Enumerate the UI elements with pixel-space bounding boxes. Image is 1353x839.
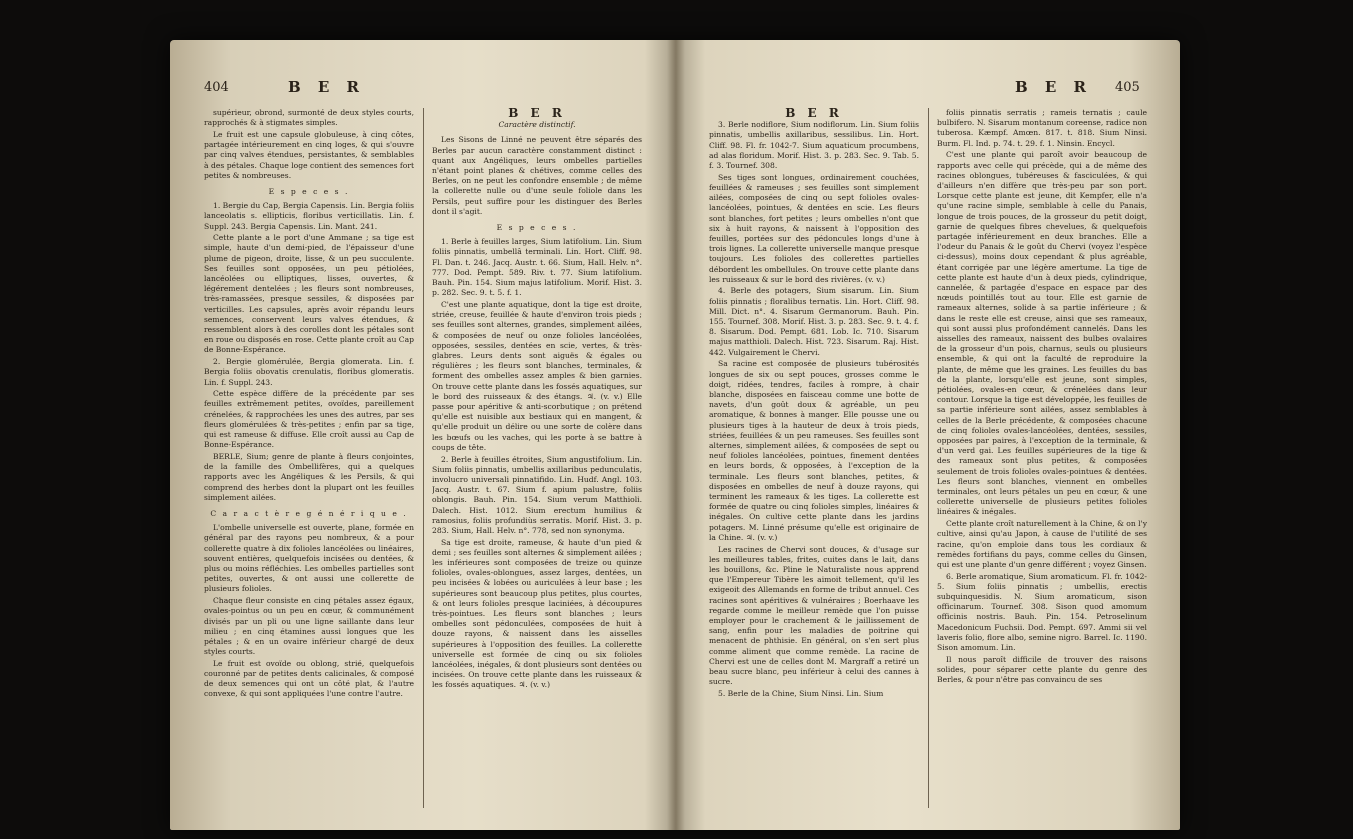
paragraph: Cette plante croît naturellement à la Chine, & on l'y cultive, ainsi qu'au Japon, à cause de l'utilité de ses racine, qu'on emploie dans tous les cordiaux & remèdes fortifians du pays, comme celles du Ginsen, qui est une plante d'un genre différent ; voyez Ginsen.	[937, 519, 1147, 569]
paragraph: Le fruit est une capsule globuleuse, à cinq côtes, partagée intérieurement en cinq loges, & qui s'ouvre par cinq valves étendues, persistantes, & semblables à des pétales. Chaque loge contient des semences fort petites & nombreuses.	[204, 129, 414, 180]
section-heading: E s p e c e s .	[268, 186, 350, 196]
left-column-2	[432, 108, 642, 820]
column-rule	[928, 108, 929, 808]
paragraph: 1. Berle à feuilles larges, Sium latifolium. Lin. Sium foliis pinnatis, umbellâ terminali. Lin. Hort. Cliff. 98. Fl. Dan. t. 246. Jacq. Austr. t. 66. Sium, Hall. Helv. n°. 777. Dod. Pempt. 589. Riv. t. 77. Sium latifolium. Bauh. Pin. 154. Sium majus latifolium. Morif. Hist. 3. p. 282. Sec. 9. t. 5. f. 1.	[432, 237, 642, 298]
section-heading: C a r a c t è r e g é n é r i q u e .	[210, 509, 408, 519]
paragraph: 2. Bergie glomérulée, Bergia glomerata. Lin. f. Bergia foliis obovatis crenulatis, floribus glomeratis. Lin. f. Suppl. 243.	[204, 357, 414, 387]
paragraph: Chaque fleur consiste en cinq pétales assez égaux, ovales-pointus ou un peu en cœur, & communément divisés par un pli ou une ligne saillante dans leur milieu ; en cinq étamines aussi longues que les pétales ; & en un ovaire inférieur chargé de deux styles courts.	[204, 596, 414, 657]
left-page	[170, 40, 675, 830]
right-page-header	[675, 80, 1180, 100]
paragraph: 3. Berle nodiflore, Sium nodiflorum. Lin. Sium foliis pinnatis, umbellis axillaribus, sessilibus. Lin. Hort. Cliff. 98. Fl. fr. 1042-7. Sium aquaticum procumbens, ad alas floridum. Morif. Hist. 3. p. 283. Sec. 9. Tab. 5. f. 3. Tournef. 308.	[709, 120, 919, 171]
right-column-1	[709, 108, 919, 820]
left-page-number: 404	[204, 80, 229, 95]
paragraph: Cette espèce diffère de la précédente par ses feuilles extrêmement petites, ovoïdes, pareillement crénelées, & rapprochées les unes des autres, par ses fleurs glomérulées & très-petites ; enfin par sa tige, qui est rameuse & diffuse. Elle croît aussi au Cap de Bonne-Espérance.	[204, 389, 414, 450]
paragraph: Les racines de Chervi sont douces, & d'usage sur les meilleures tables, frites, cuites dans le lait, dans les bouillons, &c. Pline le Naturaliste nous apprend que l'Empereur Tibère les aimoit tellement, qu'il les exigeoit des Allemands en forme de tribut annuel. Ces racines sont apéritives & vulnéraires ; Boerhaave les regarde comme le meilleur remède que l'on puisse employer pour le crachement & le jaillissement de sang, enfin pour les maladies de poitrine qui menacent de phthisie. En général, on s'en sert plus comme aliment que comme remède. La racine de Chervi est une de celles dont M. Margraff a retiré un beau sucre blanc, peu inférieur à celui des cannes à sucre.	[709, 544, 919, 687]
paragraph: Il nous paroît difficile de trouver des raisons solides, pour séparer cette plante du genre des Berles, & pour n'être pas convaincu de ses	[937, 654, 1147, 685]
column-title: B E R	[785, 108, 843, 120]
paragraph: Les Sisons de Linné ne peuvent être séparés des Berles par aucun caractère constamment distinct : quant aux Angéliques, leurs ombelles partielles n'étant point planes & chétives, comme celles des Berles, on ne peut les confondre ensemble ; de même la collerette nulle ou d'une seule foliole dans les Persils, peut suffire pour les distinguer des Berles dont il s'agit.	[432, 135, 642, 216]
left-column-1	[204, 108, 414, 820]
paragraph: 2. Berle à feuilles étroites, Sium angustifolium. Lin. Sium foliis pinnatis, umbellis axillaribus pedunculatis, involucro universali pinnatifido. Lin. Hudf. Angl. 103. Jacq. Austr. t. 67. Sium f. apium palustre, foliis oblongis. Bauh. Pin. 154. Sium verum Matthioli. Dalech. Hist. 1012. Sium erectum humilius & ramosius, foliis profundiùs serratis. Morif. Hist. 3. p. 283. Sium, Hall. Helv. n°. 778, sed non synonyma.	[432, 454, 642, 535]
section-heading: E s p e c e s .	[496, 223, 578, 233]
column-rule	[423, 108, 424, 808]
paragraph: 1. Bergie du Cap, Bergia Capensis. Lin. Bergia foliis lanceolatis s. ellipticis, floribus verticillatis. Lin. f. Suppl. 243. Bergia Capensis. Lin. Mant. 241.	[204, 201, 414, 231]
paragraph: Sa racine est composée de plusieurs tubérosités longues de six ou sept pouces, grosses comme le doigt, ridées, tendres, faciles à rompre, à chair blanche, disposées en faisceau comme une botte de navets, d'un goût doux & agréable, un peu aromatique, & bonnes à manger. Elle pousse une ou plusieurs tiges à la hauteur de deux à trois pieds, striées, feuillées & un peu rameuses. Ses feuilles sont alternes, simplement ailées, & composées de sept ou neuf folioles lancéolées, pointues, finement dentées en leurs bords, & opposées, à l'exception de la terminale. Les fleurs sont blanches, petites, & disposées en ombelles de neuf à douze rayons, qui terminent les rameaux & les tiges. La collerette est formée de quatre ou cinq folioles simples, linéaires & inégales. On cultive cette plante dans les jardins potagers. M. Linné présume qu'elle est originaire de la Chine. ♃. (v. v.)	[709, 359, 919, 542]
paragraph: Le fruit est ovoïde ou oblong, strié, quelquefois couronné par de petites dents calicinales, & composé de deux semences qui ont un côté plat, & l'autre convexe, & qui sont appliquées l'une contre l'autre.	[204, 658, 414, 699]
left-running-head: B E R	[288, 78, 366, 96]
right-page	[675, 40, 1180, 830]
paragraph: foliis pinnatis serratis ; rameis ternatis ; caule bulbifero. N. Sisarum montanum coreense, radice non tuberosa. Kæmpf. Amœn. 817. t. 818. Sium Ninsi. Burm. Fl. Ind. p. 74. t. 29. f. 1. Ninsin. Encycl.	[937, 108, 1147, 148]
paragraph: 4. Berle des potagers, Sium sisarum. Lin. Sium foliis pinnatis ; floralibus ternatis. Lin. Hort. Cliff. 98. Mill. Dict. n°. 4. Sisarum Germanorum. Bauh. Pin. 155. Tournef. 308. Morif. Hist. 3. p. 283. Sec. 9. t. 4. f. 8. Sisarum. Dod. Pempt. 681. Lob. Ic. 710. Sisarum majus matthioli. Dalech. Hist. 723. Sisarum. Raj. Hist. 442. Vulgairement le Chervi.	[709, 286, 919, 357]
paragraph: Ses tiges sont longues, ordinairement couchées, feuillées & rameuses ; ses feuilles sont simplement ailées, composées de cinq ou sept folioles ovales-lancéolées, pointues, & dentées en scie. Les fleurs sont blanches, fort petites ; leurs ombelles n'ont que six à huit rayons, & naissent à l'opposition des feuilles, portées sur des pédoncules longs d'une à trois lignes. La collerette universelle manque presque toujours. Les folioles des collerettes partielles débordent les ombellules. On trouve cette plante dans les ruisseaux & sur le bord des rivières. (v. v.)	[709, 172, 919, 284]
column-title: B E R	[508, 108, 566, 120]
paragraph: C'est une plante aquatique, dont la tige est droite, striée, creuse, feuillée & haute d'environ trois pieds ; ses feuilles sont alternes, grandes, simplement ailées, & composées de neuf ou onze folioles lancéolées, opposées, sessiles, dentées en scie, vertes, & très-glabres. Leurs dents sont aiguës & égales ou régulières ; les fleurs sont blanches, terminales, & forment des ombelles assez amples & bien garnies. On trouve cette plante dans les fossés aquatiques, sur le bord des ruisseaux & des étangs. ♃. (v. v.) Elle passe pour apéritive & anti-scorbutique ; on prétend qu'elle est nuisible aux bestiaux qui en mangent, & qu'elle produit un délire ou une sorte de colère dans les bœufs ou les vaches, qui les porte à se battre à coups de tête.	[432, 299, 642, 452]
paragraph: 6. Berle aromatique, Sium aromaticum. Fl. fr. 1042-5. Sium foliis pinnatis ; umbellis, erectis subquinquesidis. N. Sium aromaticum, sison officinarum. Tournef. 308. Sison quod amomum officinis nostris. Bauh. Pin. 154. Petroselinum Macedonicum Fuchsii. Dod. Pempt. 697. Ammi sii vel laveris folio, flore albo, semine nigro. Barrel. Ic. 1190. Sison amomum. Lin.	[937, 571, 1147, 653]
paragraph: L'ombelle universelle est ouverte, plane, formée en général par des rayons peu nombreux, & a pour collerette quatre à dix folioles lancéolées ou linéaires, souvent entières, quelquefois incisées ou dentées, & plus ou moins réfléchies. Les ombelles partielles sont petites, ouvertes, & ont aussi une collerette de plusieurs folioles.	[204, 523, 414, 594]
section-subtitle: Caractère distinctif.	[498, 120, 576, 130]
left-page-header	[170, 80, 675, 100]
right-running-head: B E R	[1015, 78, 1093, 96]
paragraph: Sa tige est droite, rameuse, & haute d'un pied & demi ; ses feuilles sont alternes & simplement ailées ; les inférieures sont composées de treize ou quinze folioles, ovales-oblongues, assez larges, dentées, un peu incisées & lobées ou auriculées à leur base ; les supérieures sont beaucoup plus petites, plus courtes, & ont leurs folioles presque laciniées, à découpures très-pointues. Les fleurs sont blanches ; leurs ombelles sont pédonculées, composées de huit à douze rayons, & naissent dans les aisselles supérieures à l'opposition des feuilles. La collerette universelle est formée de cinq ou six folioles lancéolées, inégales, & dont plusieurs sont dentées ou incisées. On trouve cette plante dans les ruisseaux & les fossés aquatiques. ♃. (v. v.)	[432, 537, 642, 690]
right-page-number: 405	[1115, 80, 1140, 95]
book-spread	[170, 40, 1180, 830]
right-column-2	[937, 108, 1147, 820]
paragraph: BERLE, Sium; genre de plante à fleurs conjointes, de la famille des Ombellifères, qui a quelques rapports avec les Angéliques & les Persils, & qui comprend des herbes dont la plupart ont les feuilles simplement ailées.	[204, 452, 414, 502]
paragraph: C'est une plante qui paroît avoir beaucoup de rapports avec celle qui précède, qui a de même des racines oblongues, tubéreuses & fasciculées, & qui d'ailleurs n'en diffère que très-peu par son port. Lorsque cette plante est jeune, dit Kempfer, elle n'a qu'une racine simple, semblable à celle du Panais, longue de trois pouces, de la grosseur du petit doigt, garnie de quelques fibres chevelues, & quelquefois partagée inférieurement en deux branches. Elle a l'odeur du Panais & le goût du Chervi (voyez l'espèce ci-dessus), moins doux cependant & plus agréable, étant corrigée par une légère amertume. La tige de cette plante est haute d'un à deux pieds, cylindrique, cannelée, & partagée d'espace en espace par des nœuds pointillés tout au tour. Elle est garnie de rameaux alternes, solide à sa partie inférieure ; & dans le reste elle est creuse, ainsi que ses rameaux, qui sont aussi plus profondément cannelés. Dans les aisselles des rameaux, naissent des bulbes ovalaires de la grosseur d'un pois, charnus, seuls ou plusieurs ensemble, & qui ont la faculté de reproduire la plante, de même que les graines. Les feuilles du bas de la plante, lorsqu'elle est jeune, sont simples, pétiolées, ovales-en cœur, & crénelées dans leur contour. Lorsque la tige est développée, les feuilles de sa partie inférieure sont ailées, assez semblables à celles de la Berle précédente, & composées chacune de cinq folioles ovales-lancéolées, dentées, sessiles, opposées par paires, à l'exception de la terminale, & d'un verd gai. Les feuilles supérieures de la tige & des rameaux sont plus petites, & composées seulement de trois folioles ovales-pointues & dentées. Les fleurs sont blanches, viennent en ombelles terminales, ont leurs pétales un peu en cœur, & une collerette universelle de plusieurs petites folioles linéaires & inégales.	[937, 150, 1147, 517]
paragraph: 5. Berle de la Chine, Sium Ninsi. Lin. Sium	[718, 688, 884, 698]
paragraph: supérieur, obrond, surmonté de deux styles courts, rapprochés & à stigmates simples.	[204, 108, 414, 128]
paragraph: Cette plante a le port d'une Ammane ; sa tige est simple, haute d'un demi-pied, de l'épaisseur d'une plume de pigeon, droite, lisse, & un peu succulente. Ses feuilles sont opposées, un peu pétiolées, lancéolées ou elliptiques, lisses, ouvertes, & légérement dentelées ; les fleurs sont nombreuses, très-ramassées, presque sessiles, & disposées par verticilles. Les capsules, après avoir répandu leurs semences, conservent leurs valves étendues, & ressemblent alors à des corolles dont les pétales sont en roue ou disposés en rose. Cette plante croît au Cap de Bonne-Espérance.	[204, 233, 414, 355]
